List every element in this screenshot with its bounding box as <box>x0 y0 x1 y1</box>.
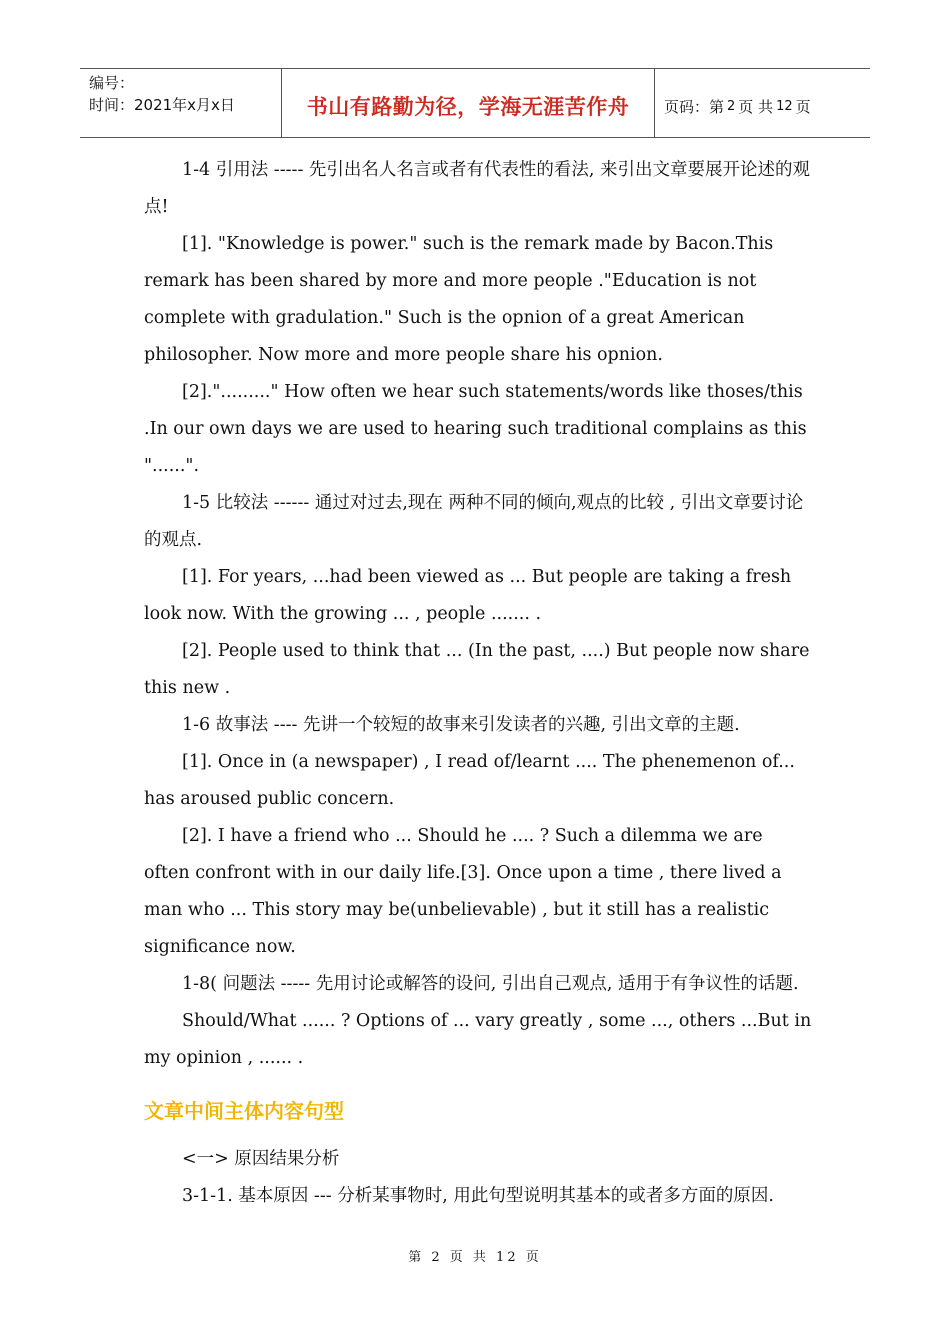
page-mid: 页 共 <box>738 97 774 116</box>
time-label: 时间：2021年x月x日 <box>89 96 235 114</box>
paragraph: 1-4 引用法 ----- 先引出名人名言或者有代表性的看法, 来引出文章要展开论述的观点! <box>144 160 811 217</box>
page-prefix: 页码：第 <box>664 97 725 116</box>
paragraph: [2]."........." How often we hear such statements/words like thoses/this .In our own days we are used to hearing such traditional complains as this "......". <box>144 382 807 476</box>
document-body <box>144 152 812 1215</box>
header-page-info <box>655 69 870 137</box>
paragraph: [1]. Once in (a newspaper) , I read of/learnt .... The phenemenon of... has aroused public concern. <box>144 752 795 809</box>
paragraph: 3-1-1. 基本原因 --- 分析某事物时, 用此句型说明其基本的或者多方面的原因. <box>182 1186 774 1206</box>
header-meta <box>80 69 282 137</box>
page-suffix: 页 <box>795 97 811 116</box>
page-total: 12 <box>776 98 793 114</box>
number-label: 编号： <box>89 74 135 92</box>
paragraph: 1-6 故事法 ---- 先讲一个较短的故事来引发读者的兴趣, 引出文章的主题. <box>182 715 740 735</box>
paragraph: <一> 原因结果分析 <box>182 1149 340 1169</box>
paragraph: 1-8( 问题法 ----- 先用讨论或解答的设问, 引出自己观点, 适用于有争议性的话题. <box>182 974 799 994</box>
paragraph: 1-5 比较法 ------ 通过对过去,现在 两种不同的倾向,观点的比较 , 引出文章要讨论的观点. <box>144 493 804 550</box>
paragraph: [1]. For years, ...had been viewed as ... But people are taking a fresh look now. With the growing ... , people ....... . <box>144 567 792 624</box>
section-heading: 文章中间主体内容句型 <box>144 1099 344 1123</box>
header-motto-cell <box>282 69 655 137</box>
page-footer: 第 2 页 共 12 页 <box>408 1250 542 1265</box>
page-current: 2 <box>727 98 736 114</box>
paragraph: Should/What ...... ? Options of ... vary greatly , some ..., others ...But in my opinion , ...... . <box>144 1011 812 1068</box>
paragraph: [2]. I have a friend who ... Should he .... ? Such a dilemma we are often confront with in our daily life.[3]. Once upon a time , there lived a man who ... This story may be(unbelievable) , but it still has a realistic significance now. <box>144 826 782 957</box>
paragraph: [2]. People used to think that ... (In the past, ....) But people now share this new . <box>144 641 810 698</box>
header-motto: 书山有路勤为径，学海无涯苦作舟 <box>306 95 630 119</box>
paragraph: [1]. "Knowledge is power." such is the remark made by Bacon.This remark has been shared by more and more people ."Education is not complete with gradulation." Such is the opnion of a great American philosopher. Now more and more people share his opnion. <box>144 234 774 365</box>
page-header <box>80 68 870 138</box>
